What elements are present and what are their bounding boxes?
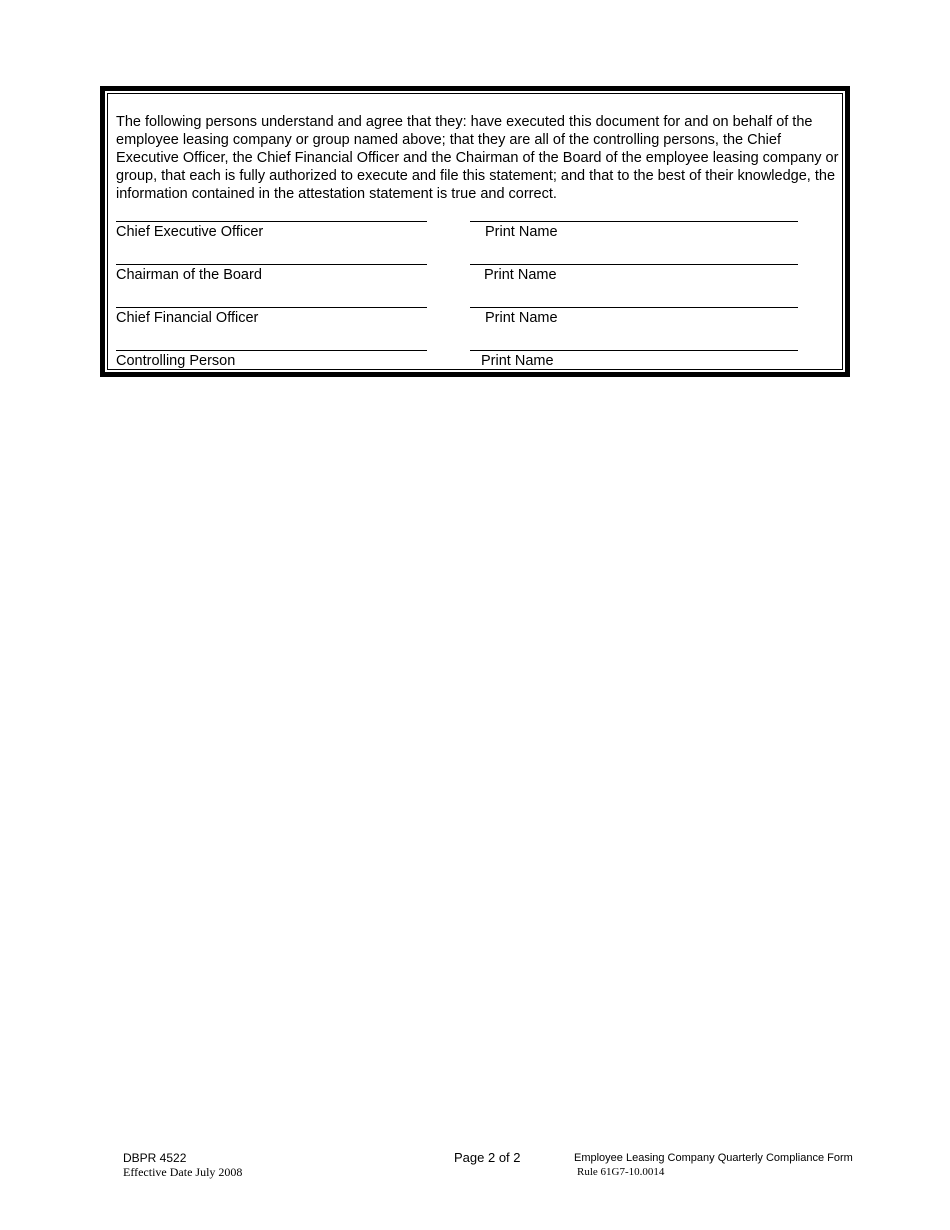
chairman-signature-line[interactable] <box>116 264 427 265</box>
cfo-signature-line[interactable] <box>116 307 427 308</box>
controlling-person-print-name-line[interactable] <box>470 350 798 351</box>
attestation-box <box>100 86 850 377</box>
cfo-print-name-label: Print Name <box>485 310 558 326</box>
ceo-print-name-label: Print Name <box>485 224 558 240</box>
footer-page-indicator: Page 2 of 2 <box>454 1150 521 1165</box>
footer-form-number: DBPR 4522 <box>123 1151 187 1165</box>
chairman-label: Chairman of the Board <box>116 267 262 283</box>
attestation-statement: The following persons understand and agree that they: have executed this document for and on behalf of the employee leasing company or group named above; that they are all of the controlling persons, the Chief Executive Officer, the Chief Financial Officer and the Chairman of the Board of the employee leasing company or group, that each is fully authorized to execute and file this statement; and that to the best of their knowledge, the information contained in the attestation statement is true and correct. <box>116 114 839 202</box>
ceo-signature-line[interactable] <box>116 221 427 222</box>
cfo-print-name-line[interactable] <box>470 307 798 308</box>
footer-rule: Rule 61G7-10.0014 <box>577 1166 665 1178</box>
controlling-person-print-name-label: Print Name <box>481 353 554 369</box>
controlling-person-label: Controlling Person <box>116 353 236 369</box>
cfo-label: Chief Financial Officer <box>116 310 259 326</box>
ceo-label: Chief Executive Officer <box>116 224 264 240</box>
footer-form-title: Employee Leasing Company Quarterly Compliance Form <box>574 1152 853 1164</box>
controlling-person-signature-line[interactable] <box>116 350 427 351</box>
ceo-print-name-line[interactable] <box>470 221 798 222</box>
footer-effective-date: Effective Date July 2008 <box>123 1165 243 1179</box>
chairman-print-name-line[interactable] <box>470 264 798 265</box>
chairman-print-name-label: Print Name <box>484 267 557 283</box>
